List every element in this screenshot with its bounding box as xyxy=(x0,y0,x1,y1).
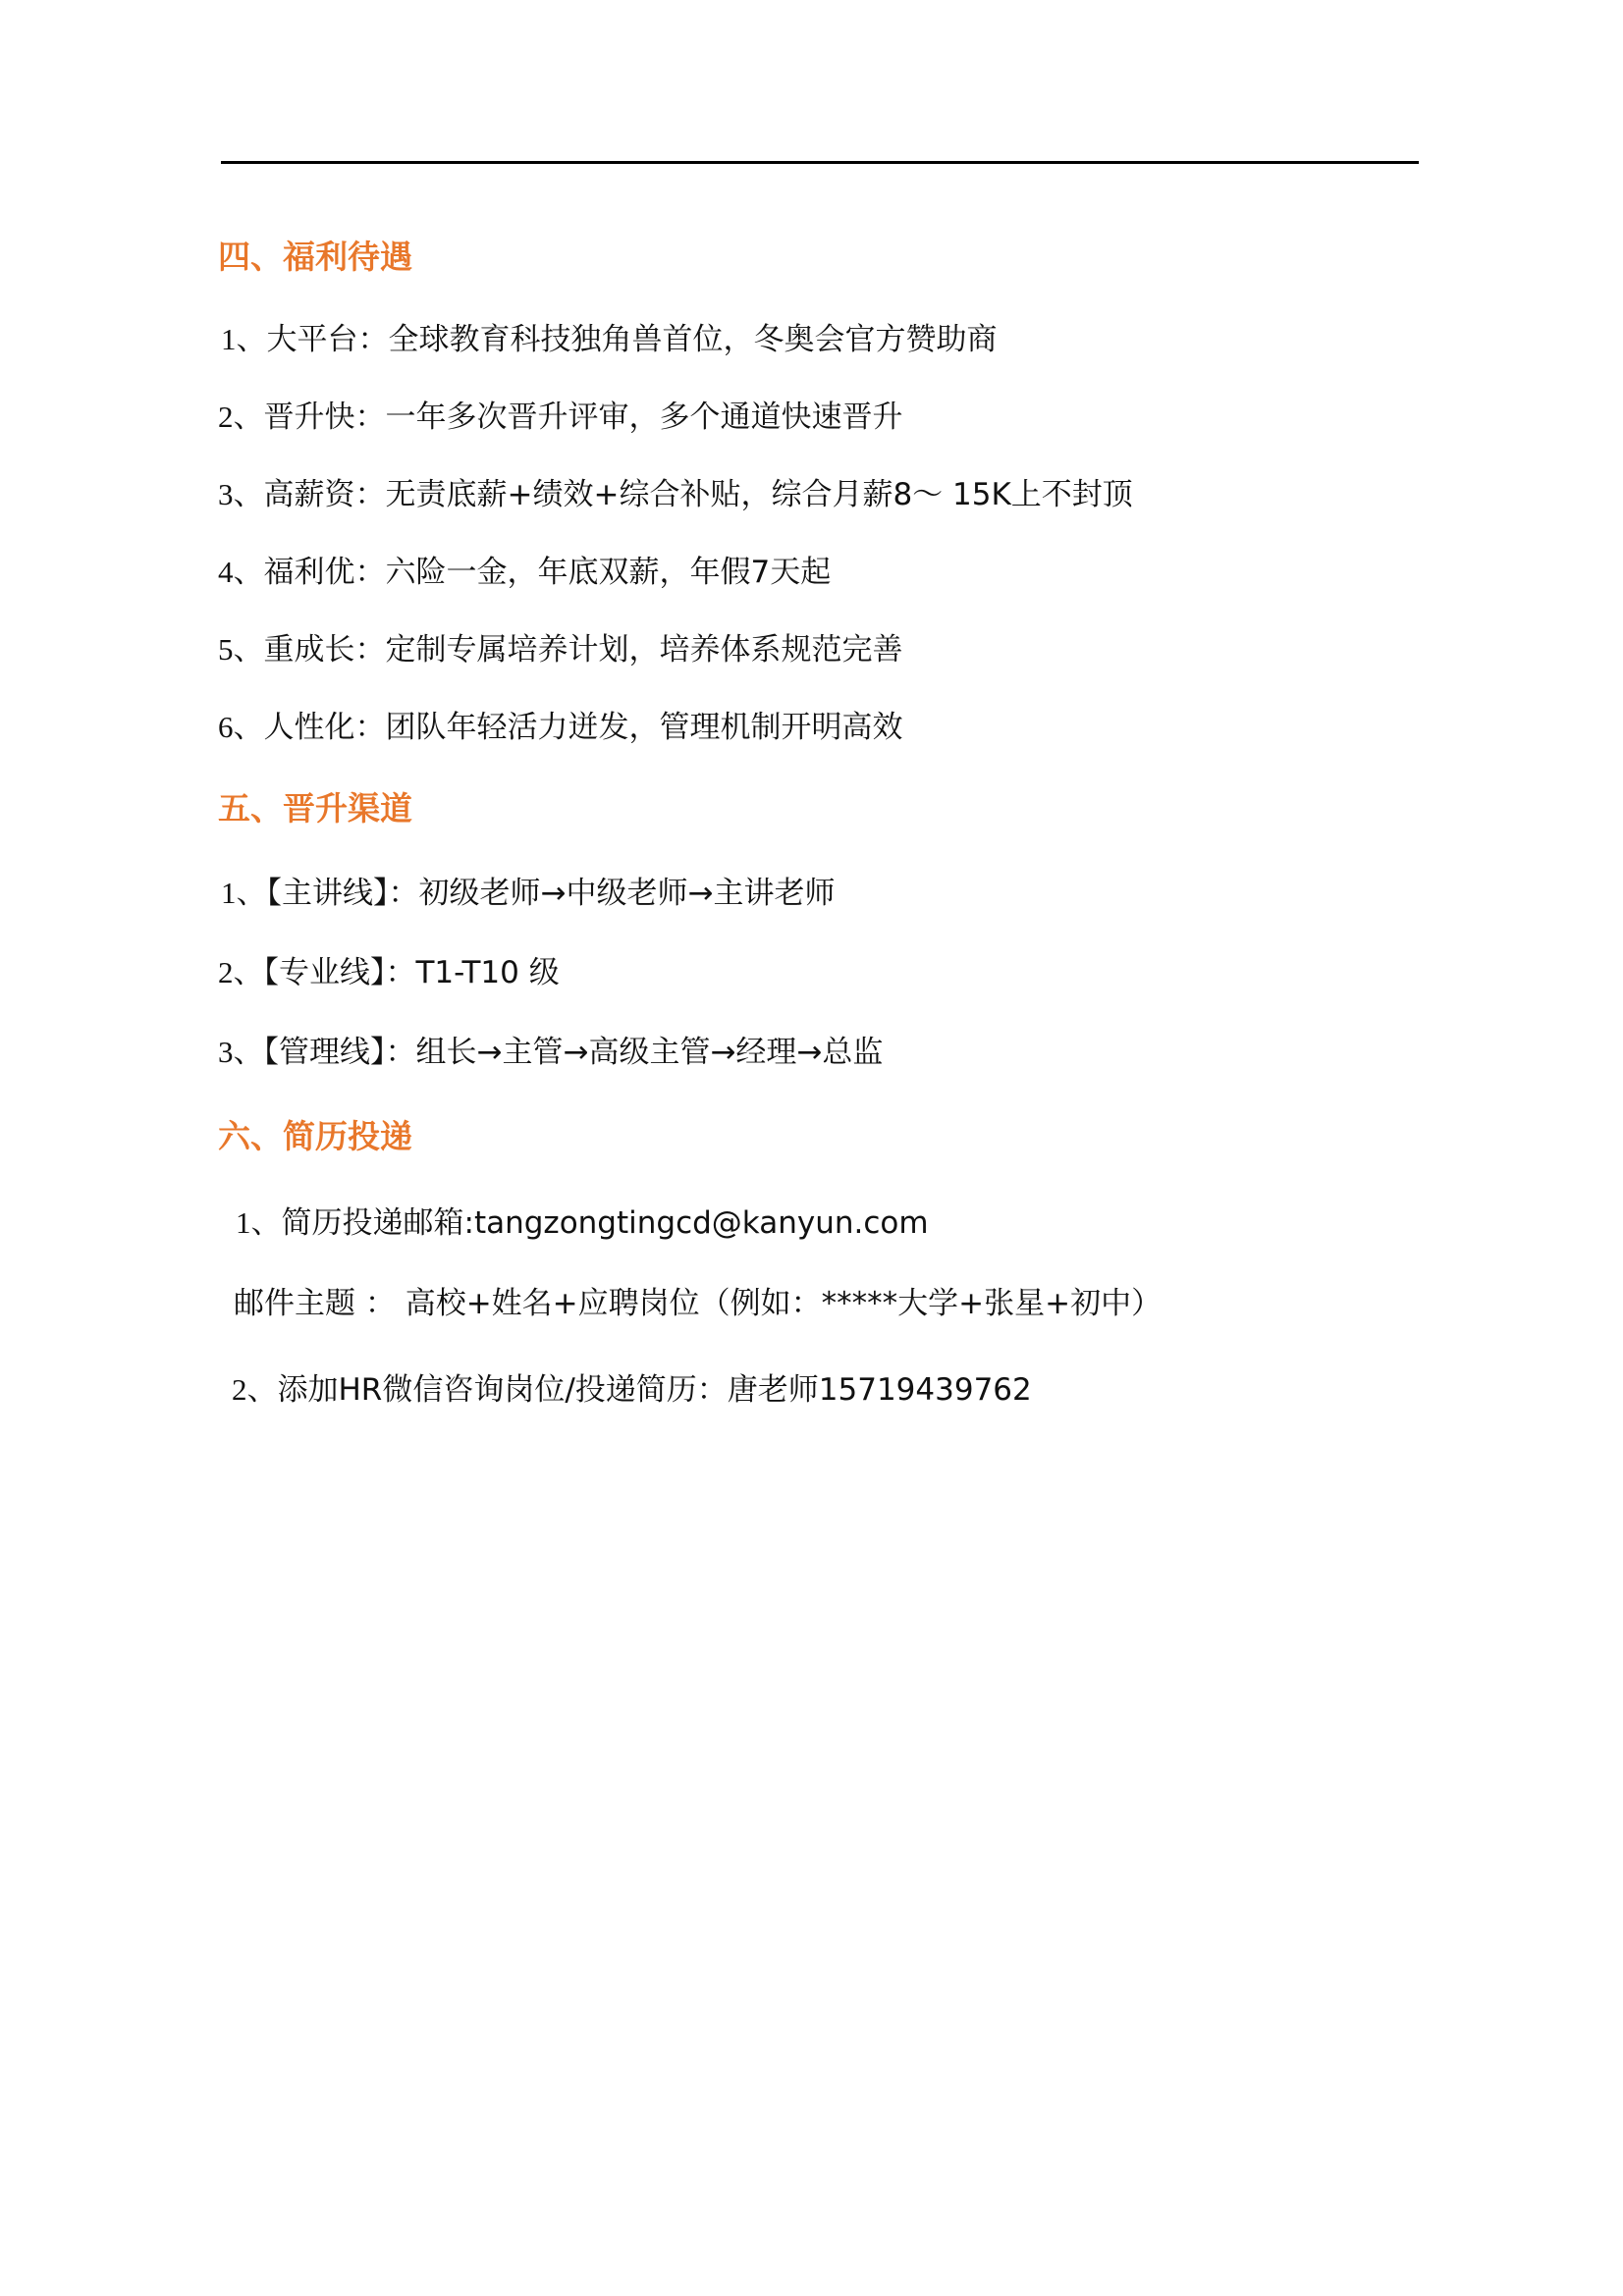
item-number: 3、 xyxy=(218,477,264,511)
item-number: 2、 xyxy=(232,1372,278,1407)
item-number: 1、 xyxy=(236,1205,282,1240)
benefit-item-6 xyxy=(218,708,903,747)
benefit-item-4 xyxy=(218,553,831,592)
item-text: 高薪资：无责底薪+绩效+综合补贴，综合月薪8～ 15K上不封顶 xyxy=(263,477,1133,512)
item-text: 福利优：六险一金，年底双薪，年假7天起 xyxy=(263,555,832,590)
benefit-item-3 xyxy=(218,475,1133,514)
item-text: 晋升快：一年多次晋升评审，多个通道快速晋升 xyxy=(263,400,903,435)
item-text: 添加HR微信咨询岗位/投递简历：唐老师15719439762 xyxy=(277,1372,1032,1408)
item-text: 【主讲线】：初级老师→中级老师→主讲老师 xyxy=(266,876,836,911)
resume-item-subject xyxy=(234,1284,1162,1323)
item-number: 5、 xyxy=(218,632,264,667)
benefit-item-2 xyxy=(218,398,903,437)
item-text: 【专业线】：T1-T10 级 xyxy=(263,955,560,990)
item-number: 1、 xyxy=(221,322,267,356)
promotion-item-2 xyxy=(218,953,560,992)
section-title-promotion: 五、晋升渠道 xyxy=(218,789,412,828)
section-title-resume: 六、简历投递 xyxy=(218,1117,412,1155)
item-number: 1、 xyxy=(221,876,267,910)
promotion-item-3 xyxy=(218,1033,883,1072)
resume-item-wechat xyxy=(232,1370,1032,1410)
item-number: 2、 xyxy=(218,400,264,434)
item-text: 邮件主题 ： 高校+姓名+应聘岗位（例如：*****大学+张星+初中） xyxy=(234,1286,1163,1321)
resume-item-email xyxy=(236,1203,929,1243)
item-number: 4、 xyxy=(218,555,264,589)
benefit-item-1 xyxy=(221,320,998,359)
item-number: 3、 xyxy=(218,1035,264,1069)
item-text: 大平台：全球教育科技独角兽首位，冬奥会官方赞助商 xyxy=(266,322,998,357)
promotion-item-1 xyxy=(221,874,835,913)
item-text: 【管理线】：组长→主管→高级主管→经理→总监 xyxy=(263,1035,884,1070)
item-text: 人性化：团队年轻活力迸发，管理机制开明高效 xyxy=(263,710,903,745)
header-rule xyxy=(221,161,1419,164)
item-text: 重成长：定制专属培养计划，培养体系规范完善 xyxy=(263,632,903,667)
benefit-item-5 xyxy=(218,630,903,669)
item-number: 6、 xyxy=(218,710,264,744)
section-title-benefits: 四、福利待遇 xyxy=(218,238,412,276)
item-number: 2、 xyxy=(218,955,264,989)
item-text: 简历投递邮箱:tangzongtingcd@kanyun.com xyxy=(281,1205,929,1241)
